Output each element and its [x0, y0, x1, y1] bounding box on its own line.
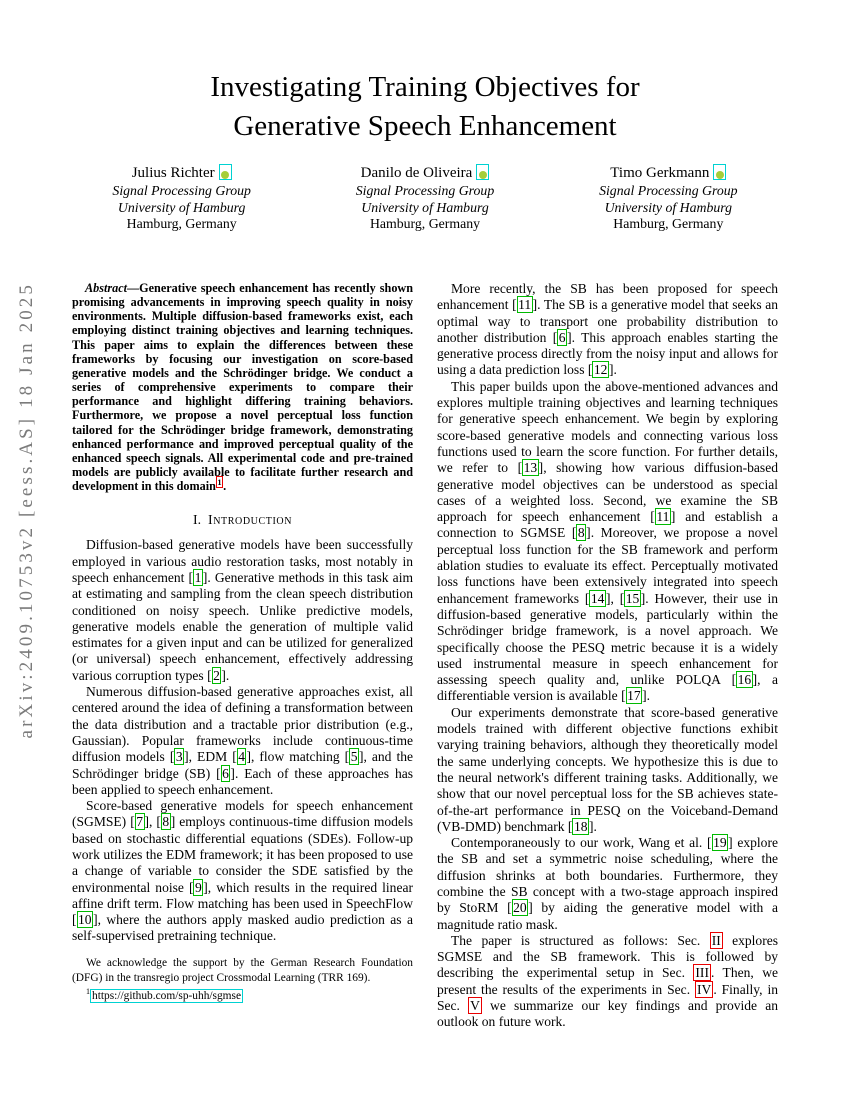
- author-affiliation-group: Signal Processing Group: [355, 183, 495, 198]
- author-affiliation-city: Hamburg, Germany: [613, 216, 724, 232]
- citation-ref[interactable]: 8: [577, 525, 585, 541]
- orcid-icon[interactable]: [713, 164, 726, 180]
- author-affiliation-group: Signal Processing Group: [112, 183, 251, 198]
- paragraph: The paper is structured as follows: Sec. II explores SGMSE and the SB framework. This is followed by describing the experimental setup in Sec. III . Then, we present the results of the experiments in Sec. IV . Finally, in Sec. V we summarize our key findings and provide an outlook on future work.: [437, 932, 779, 1030]
- author-block-2: [303, 163, 546, 233]
- orcid-dot: [716, 171, 724, 179]
- author-affiliation-group: Signal Processing Group: [599, 183, 738, 198]
- acknowledgment-text: We acknowledge the support by the German Research Foundation (DFG) in the transregio project Crossmodal Learning (TRR 169).: [72, 957, 413, 984]
- author-name: [303, 163, 546, 183]
- citation-ref[interactable]: 9: [194, 879, 202, 895]
- section-ref[interactable]: V: [470, 998, 480, 1014]
- author-block-3: [547, 163, 790, 233]
- citation-ref[interactable]: 6: [558, 329, 566, 345]
- section-heading-introduction: [72, 512, 413, 528]
- citation-ref[interactable]: 15: [625, 590, 640, 606]
- citation-ref[interactable]: 1: [194, 569, 202, 585]
- footnote-block: [72, 956, 413, 1004]
- citation-ref[interactable]: 4: [238, 749, 245, 765]
- citation-ref[interactable]: 19: [713, 835, 727, 851]
- citation-ref[interactable]: 3: [175, 749, 183, 765]
- github-repo-link[interactable]: https://github.com/sp-uhh/sgmse: [92, 990, 242, 1003]
- author-affiliation-city: Hamburg, Germany: [369, 216, 481, 232]
- footnote-url-line: [72, 985, 413, 1004]
- author-name-text: Danilo de Oliveira: [360, 165, 473, 181]
- orcid-icon[interactable]: [219, 164, 232, 180]
- author-name-text: Julius Richter: [131, 165, 215, 181]
- citation-ref[interactable]: 5: [350, 749, 358, 765]
- paper-title-line2: Generative Speech Enhancement: [233, 110, 617, 142]
- citation-ref[interactable]: 12: [593, 362, 608, 378]
- paragraph: Contemporaneously to our work, Wang et al. [ 19 ] explore the SB and set a symmetric noise scheduling, where the diffusion shrinks at both boundaries. Furthermore, they combine the SB concept with a two-stage approach inspired by StoRM [ 20 ] by aiding the generative model with a magnitude ratio mask.: [437, 835, 778, 932]
- paragraph: This paper builds upon the above-mentioned advances and explores multiple training objectives and learning techniques for generative speech enhancement. We begin by exploring score-based generative models and connecting various loss functions used to learn the score function. For further details, we refer to [ 13 ], showing how various diffusion-based generative model objectives can be understood as special cases of a weighted loss. Second, we examine the SB approach for speech enhancement [ 11 ] and establish a connection to SGMSE [ 8 ]. Moreover, we propose a novel perceptual loss function for the SB framework and perform ablation studies to evaluate its effect. Perceptually motivated loss functions have been extensively integrated into speech enhancement frameworks [ 14 ], [ 15 ]. However, their use in diffusion-based generative models, particularly within the Schrödinger bridge framework, is a novel approach. We specifically choose the PESQ metric because it is a widely used instrumental measure in speech enhancement for assessing speech quality and, unlike POLQA [ 16 ], a differentiable version is available [ 17 ].: [437, 378, 779, 704]
- introduction-paragraphs-left: [72, 537, 413, 944]
- paragraph: More recently, the SB has been proposed for speech enhancement [ 11 ]. The SB is a generative model that seeks an optimal way to transport one probability distribution to another distribution [ 6 ]. This approach enables starting the generative process directly from the noisy input and allows for using a data prediction loss [ 12 ].: [437, 281, 778, 378]
- section-ref[interactable]: III: [695, 965, 709, 981]
- author-name: [547, 163, 790, 183]
- introduction-paragraphs-right: [437, 281, 778, 1031]
- author-block-1: [60, 163, 303, 233]
- citation-ref[interactable]: 14: [590, 590, 605, 606]
- citation-ref[interactable]: 7: [136, 814, 143, 830]
- paper-title-line1: Investigating Training Objectives for: [210, 71, 640, 103]
- author-affiliation-university: University of Hamburg: [361, 199, 489, 215]
- orcid-dot: [221, 171, 229, 179]
- paper-title: [0, 68, 850, 146]
- abstract-label: Abstract: [85, 281, 127, 295]
- footnote-marker: 1: [86, 987, 90, 997]
- citation-ref[interactable]: 13: [523, 460, 538, 476]
- arxiv-stamp: [16, 282, 46, 804]
- right-column: [437, 281, 778, 1031]
- footnote-ref[interactable]: 1: [217, 477, 222, 488]
- arxiv-stamp-text: arXiv:2409.10753v2 [eess.AS] 18 Jan 2025: [16, 282, 37, 739]
- citation-ref[interactable]: 2: [213, 667, 220, 683]
- citation-ref[interactable]: 11: [656, 509, 670, 525]
- paragraph: Diffusion-based generative models have been successfully employed in various audio restoration tasks, most notably in speech enhancement [ 1 ]. Generative methods in this task aim at estimating and sampling from the clean speech distribution conditioned on noisy speech. Unlike predictive models, generative models enable the generation of multiple valid estimates for a given input and can be utilized for generalized (or universal) speech enhancement, effectively addressing various corruption types [ 2 ].: [72, 537, 413, 683]
- paragraph: Score-based generative models for speech enhancement (SGMSE) [ 7 ], [ 8 ] employs continuous-time diffusion models based on stochastic differential equations (SDEs). Follow-up work utilizes the EDM framework; it has been proposed to use a change of variable to consider the SDE satisfied by the environmental noise [ 9 ], which results in the required linear affine drift term. Flow matching has been used in SpeechFlow [ 10 ], where the authors apply masked audio prediction as a self-supervised pretraining technique.: [72, 798, 413, 944]
- author-affiliation-university: University of Hamburg: [117, 199, 246, 215]
- author-affiliation-university: University of Hamburg: [604, 199, 733, 215]
- citation-ref[interactable]: 8: [162, 814, 170, 830]
- citation-ref[interactable]: 20: [513, 900, 527, 916]
- author-affiliation-city: Hamburg, Germany: [126, 216, 237, 232]
- left-column: [72, 281, 413, 945]
- orcid-icon[interactable]: [476, 164, 489, 180]
- citation-ref[interactable]: 16: [737, 672, 752, 688]
- citation-ref[interactable]: 10: [78, 912, 92, 928]
- section-title: Introduction: [208, 512, 293, 528]
- citation-ref[interactable]: 6: [222, 765, 229, 781]
- section-ref[interactable]: IV: [697, 981, 712, 997]
- section-number: I.: [192, 512, 202, 528]
- section-ref[interactable]: II: [711, 932, 721, 948]
- author-row: [60, 163, 790, 233]
- orcid-dot: [479, 171, 487, 179]
- paragraph: Our experiments demonstrate that score-based generative models trained with different objective functions exhibit varying training behaviors, although they theoretically model the same underlying concepts. We hypothesize this is due to the neural network's different training tasks. Additionally, we show that our novel perceptual loss for the SB achieves state-of-the-art performance in PESQ on the Voiceband-Demand (VB-DMD) benchmark [ 18 ].: [437, 704, 778, 834]
- author-name-text: Timo Gerkmann: [610, 165, 710, 181]
- author-name: [60, 163, 303, 183]
- citation-ref[interactable]: 17: [627, 688, 641, 704]
- abstract: Abstract—Generative speech enhancement has recently shown promising advancements in improving speech quality in noisy environments. Multiple diffusion-based frameworks exist, each employing distinct training objectives and learning techniques. This paper aims to explain the differences between these frameworks by focusing our investigation on score-based generative models and the Schrödinger bridge. We conduct a series of comprehensive experiments to compare their performance and highlight differing training behaviors. Furthermore, we propose a novel perceptual loss function tailored for the Schrödinger bridge framework, demonstrating enhanced performance and improved perceptual quality of the enhanced speech signals. All experimental code and pre-trained models are publicly available to facilitate further research and development in this domain $^1$ .: [72, 281, 413, 494]
- citation-ref[interactable]: 18: [573, 818, 588, 834]
- paragraph: Numerous diffusion-based generative approaches exist, all centered around the idea of defining a transformation between the data distribution and a tractable prior distribution (e.g., Gaussian). Popular frameworks include continuous-time diffusion models [ 3 ], EDM [ 4 ], flow matching [ 5 ], and the Schrödinger bridge (SB) [ 6 ]. Each of these approaches has been applied to speech enhancement.: [72, 684, 414, 797]
- citation-ref[interactable]: 11: [518, 297, 532, 313]
